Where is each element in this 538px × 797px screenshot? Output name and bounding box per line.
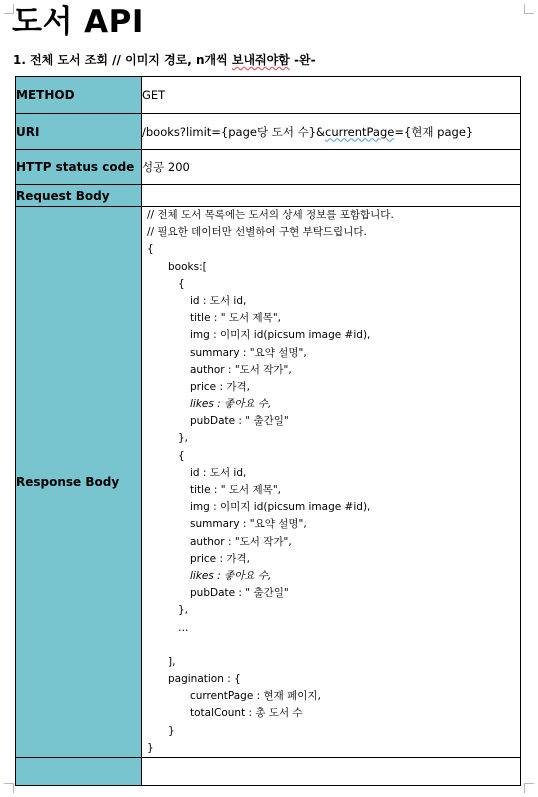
code-line: books:[ bbox=[168, 260, 207, 273]
code-line: id : 도서 id, bbox=[190, 466, 247, 479]
page-corner-bottom-right bbox=[524, 783, 534, 793]
section-heading bbox=[13, 52, 316, 68]
code-line: pagination : { bbox=[168, 673, 241, 686]
code-line: likes : 좋아요 수, bbox=[190, 569, 272, 582]
code-line: … bbox=[178, 621, 189, 634]
status-key: HTTP status code bbox=[16, 150, 142, 185]
table-row-status bbox=[16, 150, 521, 185]
empty-key bbox=[16, 758, 142, 786]
code-line bbox=[142, 637, 520, 654]
uri-value[interactable] bbox=[142, 114, 521, 150]
page-title: 도서 API bbox=[12, 4, 144, 40]
code-line: ], bbox=[168, 655, 176, 668]
code-line: id : 도서 id, bbox=[190, 294, 247, 307]
code-line: title : " 도서 제목", bbox=[190, 312, 281, 325]
table-row-uri bbox=[16, 114, 521, 150]
uri-part-3: ={현재 page} bbox=[394, 124, 474, 139]
response-body-code bbox=[142, 207, 520, 757]
request-body-value[interactable] bbox=[142, 185, 521, 207]
code-line: pubDate : " 출간일" bbox=[190, 587, 289, 600]
code-line: summary : "요약 설명", bbox=[190, 346, 307, 359]
code-line: } bbox=[147, 741, 154, 754]
code-line: price : 가격, bbox=[190, 380, 250, 393]
code-line: likes : 좋아요 수, bbox=[190, 398, 272, 411]
response-body-value[interactable] bbox=[142, 207, 521, 758]
code-line: }, bbox=[178, 432, 189, 445]
table-row-request-body bbox=[16, 185, 521, 207]
uri-part-2: currentPage bbox=[325, 124, 395, 139]
table-row-method bbox=[16, 77, 521, 114]
api-spec-table bbox=[15, 76, 521, 786]
code-line: price : 가격, bbox=[190, 552, 250, 565]
method-key: METHOD bbox=[16, 77, 142, 114]
code-line: { bbox=[178, 449, 185, 462]
code-line: img : 이미지 id(picsum image #id), bbox=[190, 501, 371, 514]
code-line: summary : "요약 설명", bbox=[190, 518, 307, 531]
code-line: }, bbox=[178, 604, 189, 617]
uri-part-1: /books?limit={page당 도서 수}& bbox=[142, 124, 326, 139]
method-value[interactable]: GET bbox=[142, 77, 521, 114]
uri-key: URI bbox=[16, 114, 142, 150]
empty-value[interactable] bbox=[142, 758, 521, 786]
page-corner-top-right bbox=[524, 4, 534, 14]
section-heading-suffix: -완- bbox=[289, 53, 316, 67]
status-value[interactable]: 성공 200 bbox=[142, 150, 521, 185]
section-heading-prefix: 1. 전체 도서 조회 // 이미지 경로, n개씩 bbox=[13, 53, 232, 67]
code-line: author : "도서 작가", bbox=[190, 363, 292, 376]
code-line: img : 이미지 id(picsum image #id), bbox=[190, 329, 371, 342]
code-line: author : "도서 작가", bbox=[190, 535, 292, 548]
request-body-key: Request Body bbox=[16, 185, 142, 207]
table-row-empty bbox=[16, 758, 521, 786]
code-line: title : " 도서 제목", bbox=[190, 484, 281, 496]
response-body-key: Response Body bbox=[16, 207, 142, 758]
code-line: // 전체 도서 목록에는 도서의 상세 정보를 포함합니다. bbox=[147, 209, 394, 221]
code-line: totalCount : 총 도서 수 bbox=[190, 707, 303, 720]
code-line: } bbox=[168, 724, 175, 737]
section-heading-spellcheck-word: 보내줘야함 bbox=[231, 53, 290, 67]
code-line: { bbox=[178, 277, 185, 290]
page-corner-bottom-left bbox=[4, 783, 14, 793]
code-line: pubDate : " 출간일" bbox=[190, 415, 289, 428]
code-line: // 필요한 데이터만 선별하여 구현 부탁드립니다. bbox=[147, 226, 367, 239]
code-line: { bbox=[147, 243, 154, 256]
code-line: currentPage : 현재 페이지, bbox=[190, 690, 321, 703]
table-row-response-body bbox=[16, 207, 521, 758]
